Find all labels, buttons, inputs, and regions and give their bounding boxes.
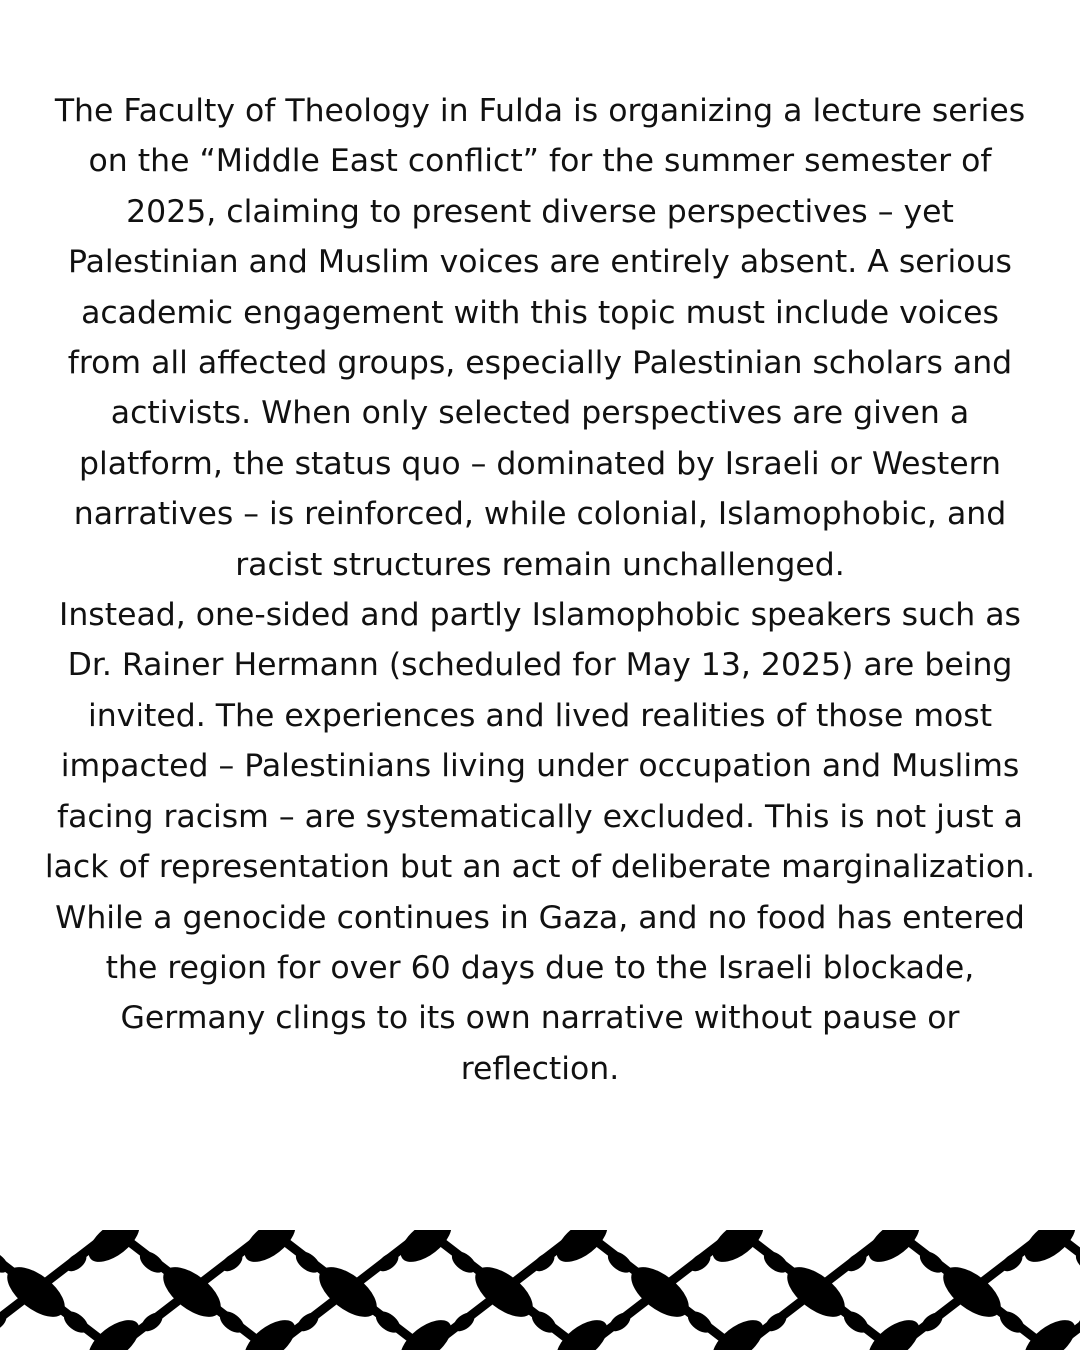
keffiyeh-pattern-border <box>0 1230 1080 1350</box>
paragraph-1: The Faculty of Theology in Fulda is organizing a lecture series on the “Middle East conflict” for the summer semester of 2025, claiming to present diverse perspectives – yet Palestinian and Muslim voices are entirely absent. A serious academic engagement with this topic must include voices from all affected groups, especially Palestinian scholars and activists. When only selected perspectives are given a platform, the status quo – dominated by Israeli or Western narratives – is reinforced, while colonial, Islamophobic, and racist structures remain unchallenged. <box>54 93 1026 583</box>
statement-text <box>40 86 1040 1094</box>
paragraph-2: Instead, one-sided and partly Islamophobic speakers such as Dr. Rainer Hermann (scheduled for May 13, 2025) are being invited. The experiences and lived realities of those most impacted – Palestinians living under occupation and Muslims facing racism – are systematically excluded. This is not just a lack of representation but an act of deliberate marginalization. While a genocide continues in Gaza, and no food has entered the region for over 60 days due to the Israeli blockade, Germany clings to its own narrative without pause or reflection. <box>44 597 1036 1087</box>
